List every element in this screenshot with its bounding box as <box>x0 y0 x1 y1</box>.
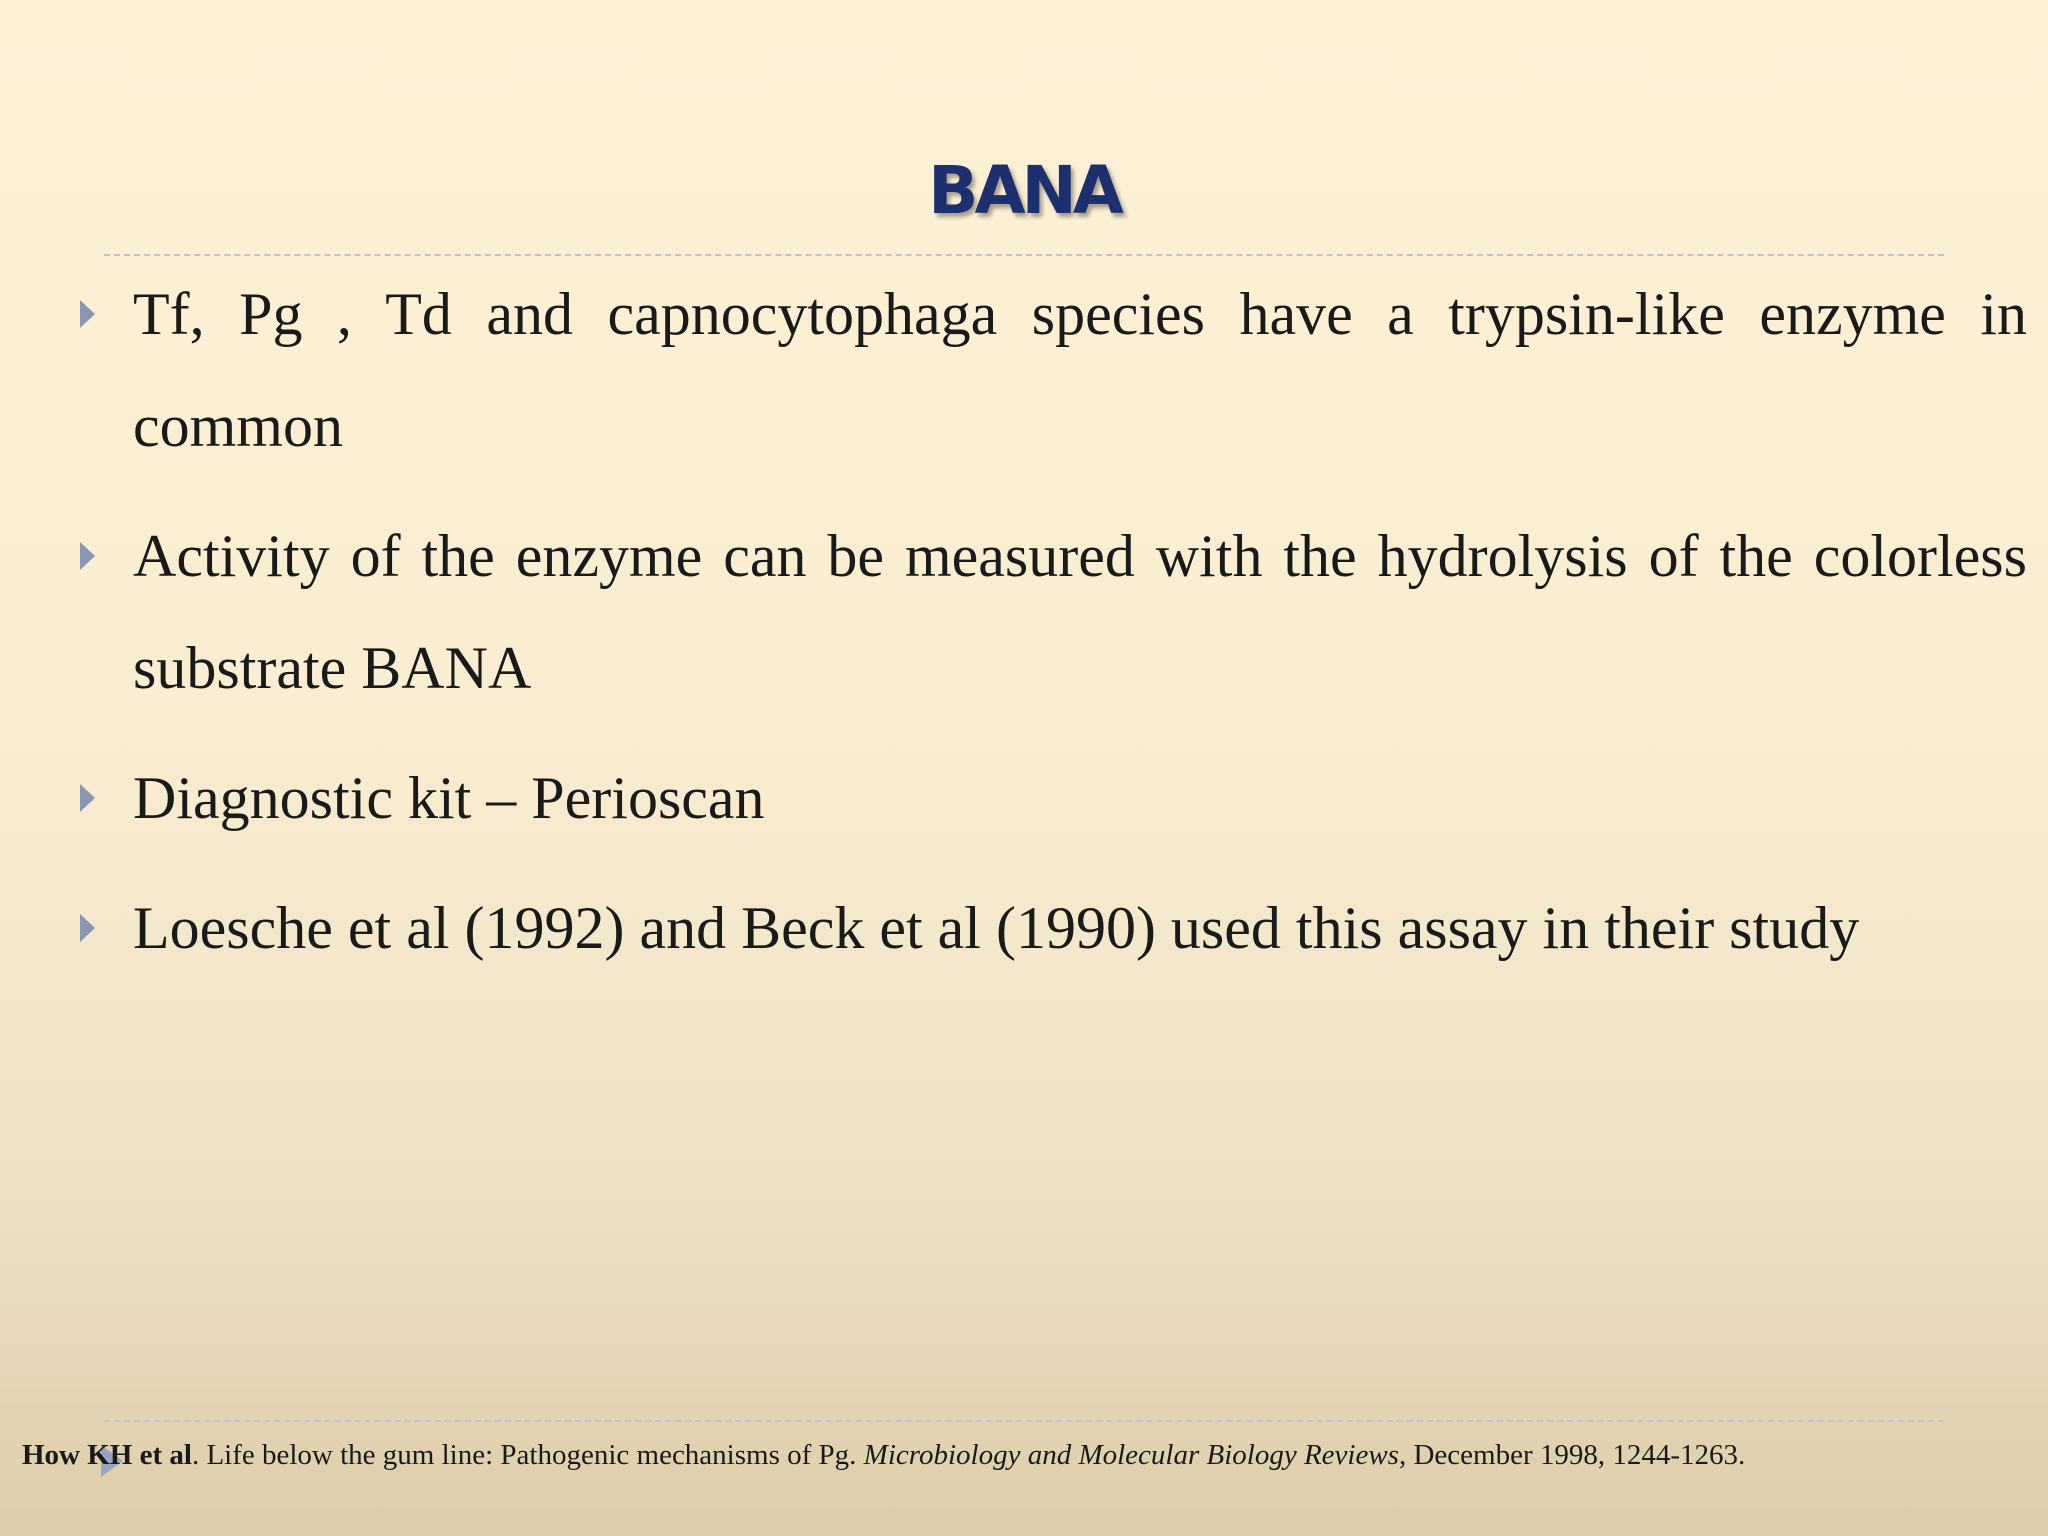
reference-journal: Microbiology and Molecular Biology Reviews <box>863 1439 1399 1471</box>
footer-divider <box>104 1420 1944 1422</box>
reference-citation <box>22 1435 1745 1475</box>
bullet-text: Diagnostic kit – Perioscan <box>133 765 765 831</box>
bullet-arrow-icon <box>80 914 95 942</box>
reference-title: . Life below the gum line: Pathogenic mechanisms of Pg. <box>191 1439 864 1471</box>
bullet-arrow-icon <box>80 542 95 570</box>
bullet-text: Activity of the enzyme can be measured with the hydrolysis of the colorless substrate BANA <box>133 523 2027 701</box>
bullet-arrow-icon <box>80 300 95 328</box>
bullet-arrow-icon <box>80 784 95 812</box>
bullet-text: Loesche et al (1992) and Beck et al (1990) used this assay in their study <box>133 895 1860 961</box>
bullet-text: Tf, Pg , Td and capnocytophaga species have a trypsin-like enzyme in common <box>133 281 2027 459</box>
title-divider <box>104 254 1944 256</box>
reference-authors: How KH et al <box>22 1439 192 1471</box>
slide-title: BANA <box>928 152 1120 229</box>
reference-details: , December 1998, 1244-1263. <box>1398 1439 1746 1471</box>
